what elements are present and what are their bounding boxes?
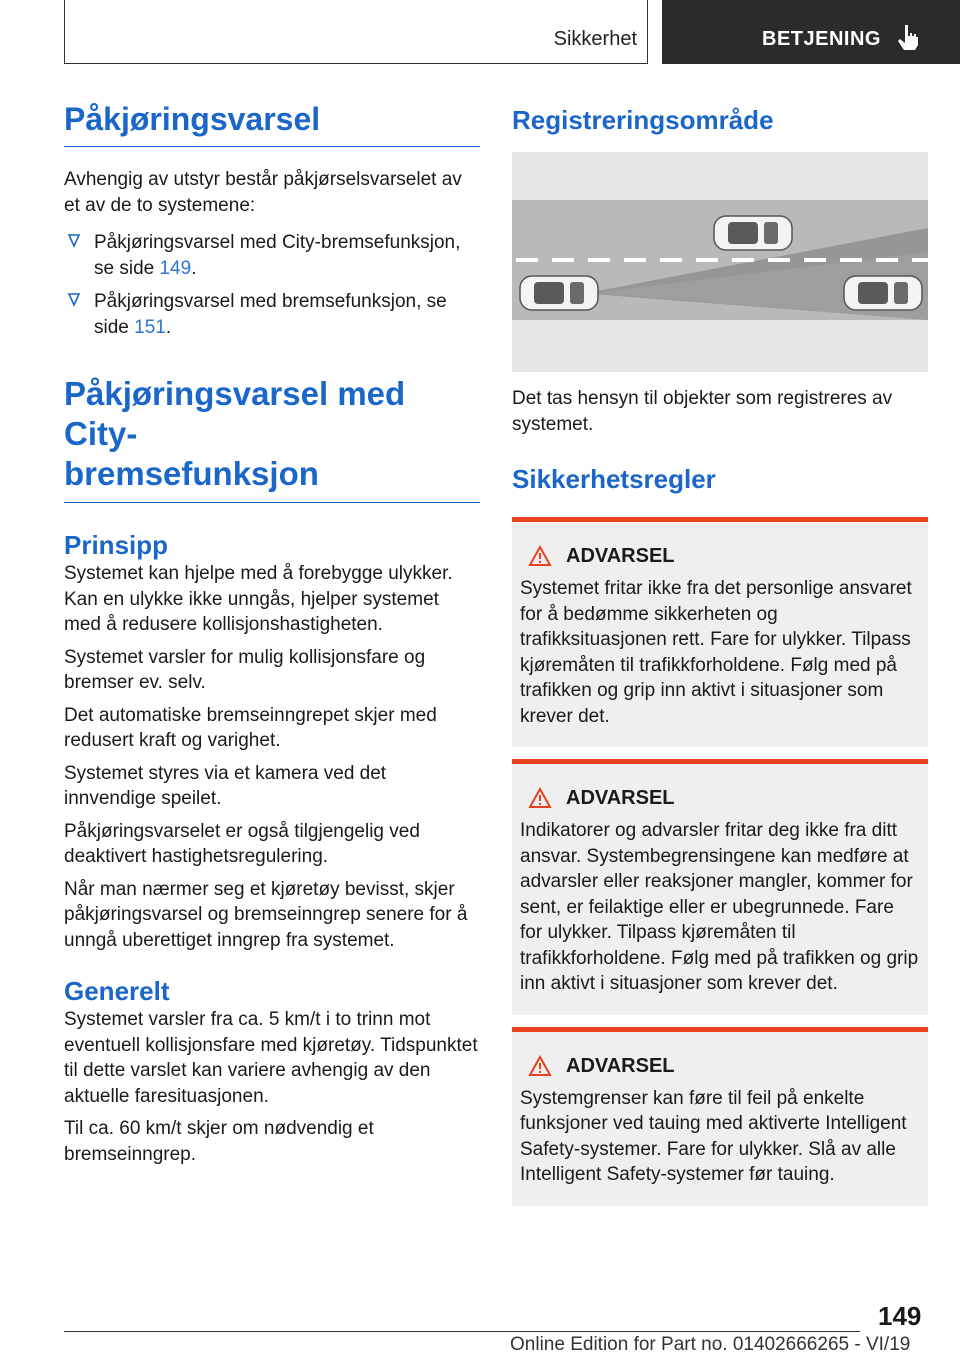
warning-title-text: ADVARSEL xyxy=(566,787,675,809)
paragraph: Systemet varsler for mulig kollisjonsfare og bremser ev. selv. xyxy=(64,646,426,693)
figure-caption: Det tas hensyn til objekter som registreres av systemet. xyxy=(512,388,893,435)
title-line-2: bremsefunksjon xyxy=(64,455,319,492)
page-link-151[interactable]: 151 xyxy=(134,316,166,338)
warning-text: Systemet fritar ikke fra det personlige ansvaret for å bedømme sikkerheten og trafikksituasjonen rett. Fare for ulykker. Tilpass kjøremåten til trafikkforholdene. Følg med på trafikken og grip inn aktivt i situasjoner som krever det. xyxy=(520,578,912,727)
title-city-bremsefunksjon xyxy=(64,374,480,503)
warning-title xyxy=(520,544,920,568)
header-chapter-tab xyxy=(662,0,960,64)
list-item xyxy=(64,230,480,281)
list-item-text: Påkjøringsvarsel med City-bremsefunksjon, se side xyxy=(94,232,461,279)
paragraph: Systemet styres via et kamera ved det innvendige speilet. xyxy=(64,762,387,809)
paragraph: Det automatiske bremseinngrepet skjer med redusert kraft og varighet. xyxy=(64,704,437,751)
car-ahead-left-lane xyxy=(714,216,792,250)
system-list xyxy=(64,230,480,340)
triangle-bullet-icon xyxy=(68,293,80,307)
right-column xyxy=(512,100,928,1206)
header-section-label: Sikkerhet xyxy=(553,28,637,50)
header-section-box xyxy=(64,0,648,64)
paragraph: Systemet varsler fra ca. 5 km/t i to trinn mot eventuell kollisjonsfare med kjøretøy. Tidspunktet til dette varslet kan variere avhengig av den aktuelle faresituasjonen. xyxy=(64,1009,478,1107)
warning-text: Systemgrenser kan føre til feil på enkelte funksjoner ved tauing med aktiverte Intelligent Safety-systemer. Fare for ulykker. Slå av alle Intelligent Safety-systemer før tauing. xyxy=(520,1087,907,1185)
intro-paragraph: Avhengig av utstyr består påkjørselsvarselet av et av de to systemene: xyxy=(64,169,462,216)
warning-text: Indikatorer og advarsler fritar deg ikke fra ditt ansvar. Systembegrensingene kan medføre at advarsler eller reaksjoner mangler, kommer for sent, er feilaktige eller er ubegrunnede. Fare for ulykker. Tilpass kjøremåten til trafikkforholdene. Følg med på trafikken og grip inn aktivt i situasjoner som krever det. xyxy=(520,820,919,994)
page-link-149[interactable]: 149 xyxy=(159,257,192,279)
heading-sikkerhetsregler: Sikkerhetsregler xyxy=(512,464,716,494)
title-pakjoringsvarsel: Påkjøringsvarsel xyxy=(64,100,480,147)
warning-box xyxy=(512,759,928,1015)
warning-title xyxy=(520,1054,920,1078)
detection-area-illustration xyxy=(512,152,928,372)
warning-triangle-icon xyxy=(528,787,552,809)
warning-box xyxy=(512,517,928,747)
paragraph: Påkjøringsvarselet er også tilgjengelig ved deaktivert hastighetsregulering. xyxy=(64,820,420,867)
list-item-text: Påkjøringsvarsel med bremsefunksjon, se side xyxy=(94,291,447,338)
left-column xyxy=(64,100,480,1174)
list-item xyxy=(64,289,480,340)
list-item-tail: . xyxy=(165,316,172,338)
footer-divider xyxy=(64,1331,860,1332)
car-ahead-same-lane xyxy=(844,276,922,310)
heading-generelt: Generelt xyxy=(64,976,170,1006)
header-chapter-label: BETJENING xyxy=(762,28,881,50)
title-line-1: Påkjøringsvarsel med City- xyxy=(64,375,406,452)
page-number: 149 xyxy=(878,1301,922,1331)
paragraph: Til ca. 60 km/t skjer om nødvendig et bremseinngrep. xyxy=(64,1118,374,1165)
hand-pointer-icon xyxy=(896,24,920,52)
footer-edition-text: Online Edition for Part no. 01402666265 - VI/19 xyxy=(510,1334,911,1355)
paragraph: Når man nærmer seg et kjøretøy bevisst, skjer påkjøringsvarsel og bremseinngrep senere for å unngå uberettiget inngrep fra systemet. xyxy=(64,878,468,951)
warning-box xyxy=(512,1027,928,1206)
heading-prinsipp: Prinsipp xyxy=(64,530,169,560)
own-car xyxy=(520,276,598,310)
warning-title-text: ADVARSEL xyxy=(566,545,675,567)
paragraph: Systemet kan hjelpe med å forebygge ulykker. Kan en ulykke ikke unngås, hjelper systemet med å redusere kollisjonshastigheten. xyxy=(64,563,453,635)
heading-registreringsomrade: Registreringsområde xyxy=(512,105,774,135)
warning-triangle-icon xyxy=(528,545,552,567)
detection-area-figure xyxy=(512,152,928,372)
triangle-bullet-icon xyxy=(68,234,80,248)
warning-triangle-icon xyxy=(528,1055,552,1077)
warning-title xyxy=(520,786,920,810)
list-item-tail: . xyxy=(191,257,197,279)
warning-title-text: ADVARSEL xyxy=(566,1054,675,1077)
